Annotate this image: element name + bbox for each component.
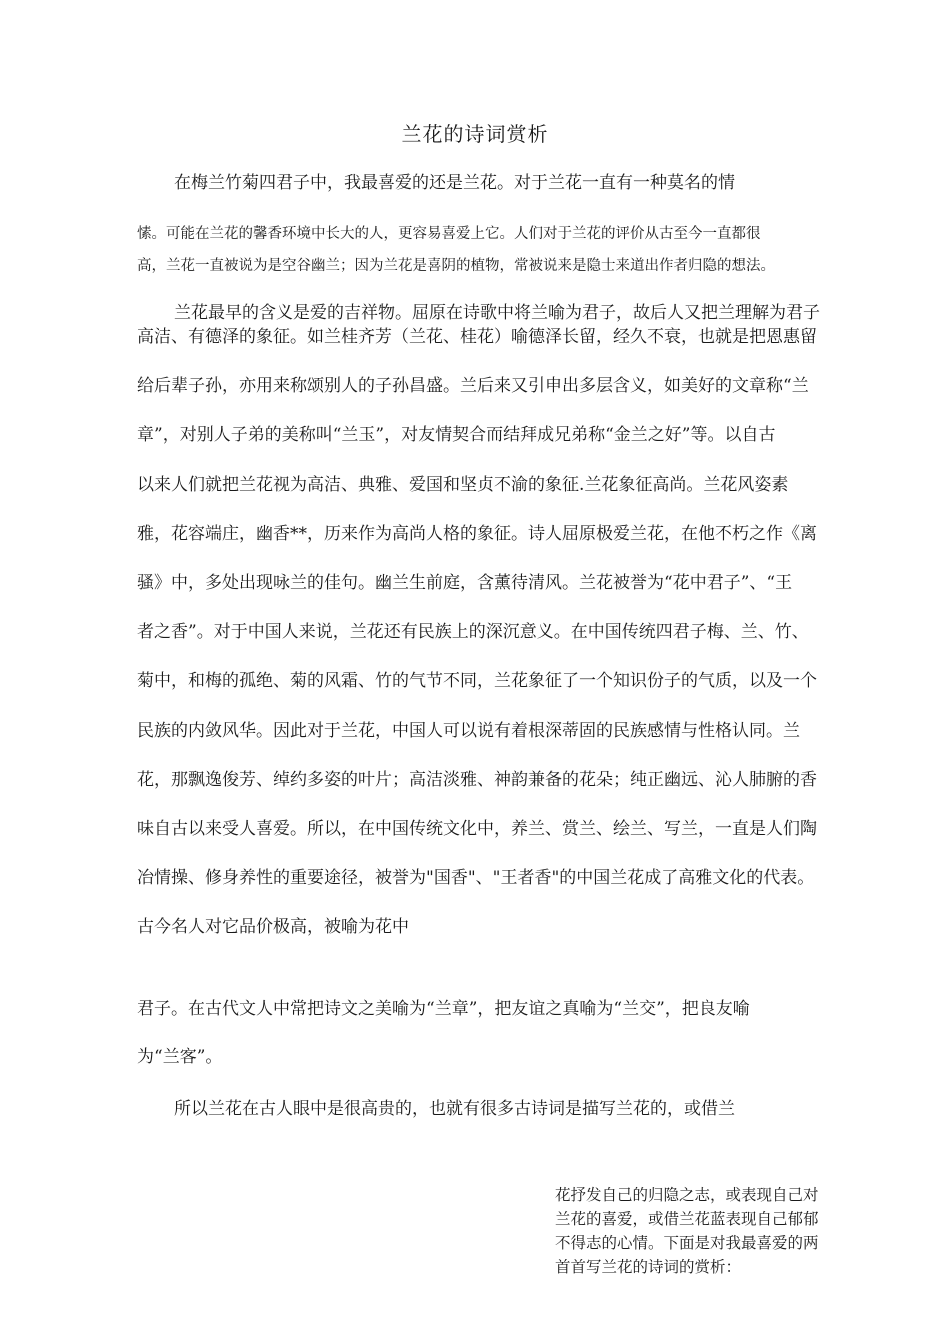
paragraph-2-line: 雅，花容端庄，幽香**，历来作为高尚人格的象征。诗人屈原极爱兰花，在他不朽之作《离 — [137, 524, 817, 544]
paragraph-3-line: 君子。在古代文人中常把诗文之美喻为“兰章”，把友谊之真喻为“兰交”，把良友喻 — [137, 999, 750, 1019]
paragraph-2-line: 菊中，和梅的孤绝、菊的风霜、竹的气节不同，兰花象征了一个知识份子的气质，以及一个 — [137, 671, 817, 691]
text-box-line: 兰花的喜爱，或借兰花蓝表现自己郁郁 — [555, 1210, 819, 1228]
paragraph-2-first-line: 兰花最早的含义是爱的吉祥物。屈原在诗歌中将兰喻为君子，故后人又把兰理解为君子 — [174, 303, 820, 323]
text-box-line: 不得志的心情。下面是对我最喜爱的两 — [555, 1234, 819, 1252]
paragraph-2-line: 味自古以来受人喜爱。所以，在中国传统文化中，养兰、赏兰、绘兰、写兰，一直是人们陶 — [137, 819, 817, 839]
paragraph-1-line: 愫。可能在兰花的馨香环境中长大的人，更容易喜爱上它。人们对于兰花的评价从古至今一直都很 — [137, 226, 761, 242]
paragraph-2-line: 高洁、有德泽的象征。如兰桂齐芳（兰花、桂花）喻德泽长留，经久不衰，也就是把恩惠留 — [137, 327, 817, 347]
text-box-line: 首首写兰花的诗词的赏析： — [555, 1258, 742, 1276]
paragraph-2-line: 古今名人对它品价极高，被喻为花中 — [137, 917, 409, 937]
paragraph-2-line: 骚》中，多处出现咏兰的佳句。幽兰生前庭，含薰待清风。兰花被誉为“花中君子”、“王 — [137, 573, 793, 593]
paragraph-2-line: 章”，对别人子弟的美称叫“兰玉”，对友情契合而结拜成兄弟称“金兰之好”等。以自古 — [137, 425, 776, 445]
paragraph-2-line: 花，那飘逸俊芳、绰约多姿的叶片；高洁淡雅、神韵兼备的花朵；纯正幽远、沁人肺腑的香 — [137, 770, 817, 790]
text-box-line: 花抒发自己的归隐之志，或表现自己对 — [555, 1186, 819, 1204]
text-box — [555, 1183, 875, 1279]
paragraph-2-line: 民族的内敛风华。因此对于兰花，中国人可以说有着根深蒂固的民族感情与性格认同。兰 — [137, 721, 800, 741]
paragraph-4-first-line: 所以兰花在古人眼中是很高贵的，也就有很多古诗词是描写兰花的，或借兰 — [174, 1099, 735, 1119]
paragraph-1-line: 高，兰花一直被说为是空谷幽兰；因为兰花是喜阴的植物，常被说来是隐士来道出作者归隐的想法。 — [137, 258, 775, 274]
paragraph-2-line: 以来人们就把兰花视为高洁、典雅、爱国和坚贞不渝的象征.兰花象征高尚。兰花风姿素 — [137, 475, 789, 495]
paragraph-2-line: 冶情操、修身养性的重要途径，被誉为"国香"、"王者香"的中国兰花成了高雅文化的代表。 — [137, 868, 815, 888]
paragraph-2-line: 者之香”。对于中国人来说，兰花还有民族上的深沉意义。在中国传统四君子梅、兰、竹、 — [137, 622, 809, 642]
paragraph-2-line: 给后辈子孙，亦用来称颂别人的子孙昌盛。兰后来又引申出多层含义，如美好的文章称“兰 — [137, 376, 809, 396]
document-title: 兰花的诗词赏析 — [401, 122, 549, 146]
paragraph-1-first-line: 在梅兰竹菊四君子中，我最喜爱的还是兰花。对于兰花一直有一种莫名的情 — [174, 173, 735, 193]
paragraph-3-line: 为“兰客”。 — [137, 1047, 223, 1067]
